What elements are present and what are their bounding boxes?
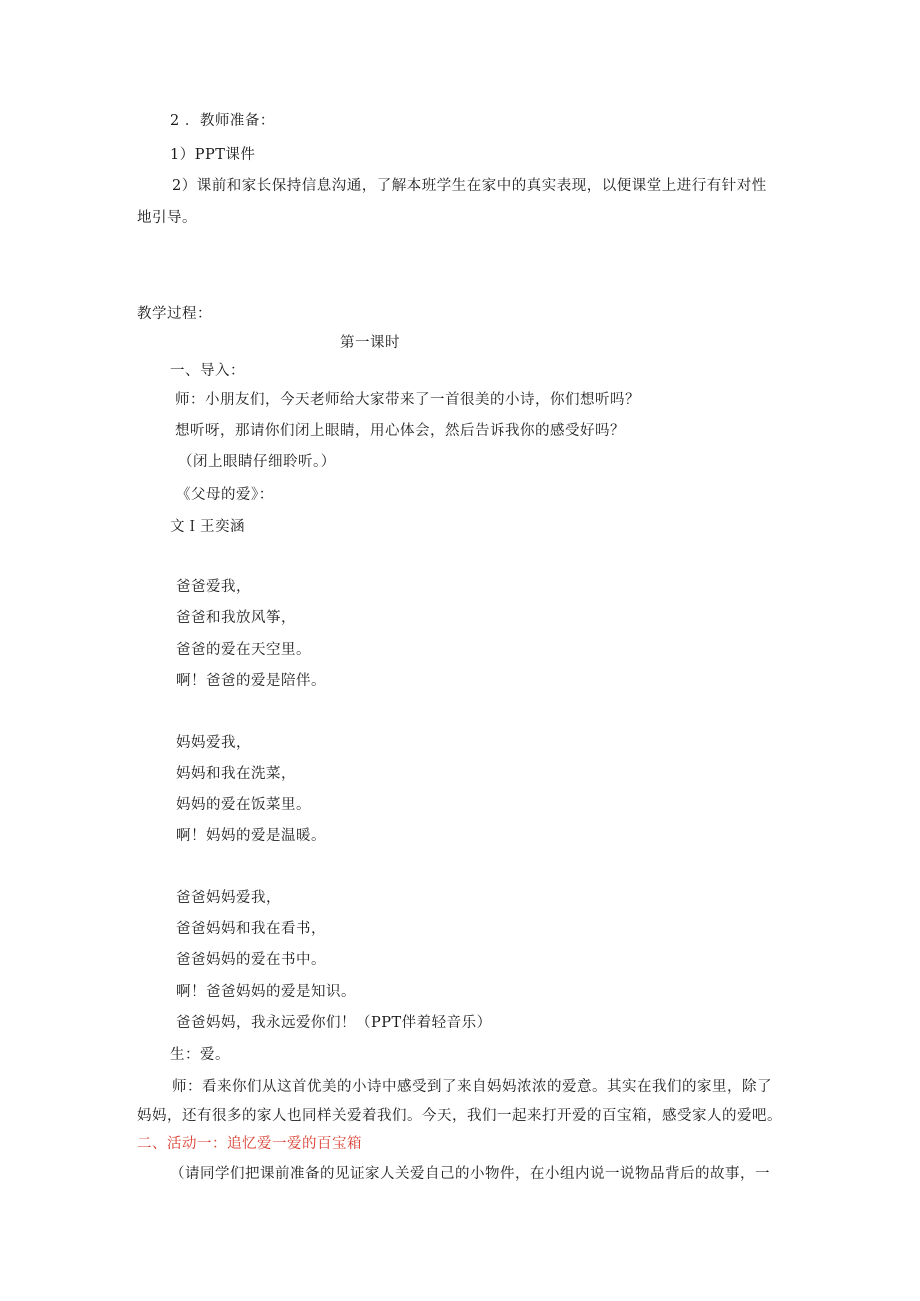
poem-line: 妈妈爱我， xyxy=(176,735,251,751)
poem-line: 爸爸妈妈和我在看书， xyxy=(176,921,326,937)
poem-line: 爸爸妈妈爱我， xyxy=(176,890,281,906)
poem-author: 文Ｉ王奕涵 xyxy=(170,519,245,535)
poem-line: 爸爸爱我， xyxy=(176,579,251,595)
poem-line: 爸爸和我放风筝， xyxy=(176,610,296,626)
teacher-line-1: 师：小朋友们，今天老师给大家带来了一首很美的小诗，你们想听吗？ xyxy=(175,392,640,408)
teacher-prep-heading: 2 ．教师准备： xyxy=(170,113,275,129)
poem-line: 啊！爸爸妈妈的爱是知识。 xyxy=(176,984,356,1000)
poem-title: 《父母的爱》： xyxy=(176,487,274,503)
teacher-paragraph-line-1: 师：看来你们从这首优美的小诗中感受到了来自妈妈浓浓的爱意。其实在我们的家里，除了 xyxy=(172,1079,772,1095)
activity-heading: 二、活动一：追忆爱一爱的百宝箱 xyxy=(137,1136,362,1152)
ppt-item: 1）PPT课件 xyxy=(170,147,256,163)
student-response: 生：爱。 xyxy=(170,1047,230,1063)
poem-line: 啊！爸爸的爱是陪伴。 xyxy=(176,673,326,689)
lesson-title: 第一课时 xyxy=(340,335,400,351)
communication-line-1: 2）课前和家长保持信息沟通，了解本班学生在家中的真实表现，以便课堂上进行有针对性 xyxy=(172,178,767,194)
poem-line: 妈妈的爱在饭菜里。 xyxy=(176,797,311,813)
intro-heading: 一、导入： xyxy=(170,363,245,379)
poem-line: 爸爸妈妈的爱在书中。 xyxy=(176,952,326,968)
process-heading: 教学过程： xyxy=(137,306,212,322)
communication-line-2: 地引导。 xyxy=(137,210,197,226)
poem-line: 妈妈和我在洗菜， xyxy=(176,766,296,782)
activity-instruction: （请同学们把课前准备的见证家人关爱自己的小物件，在小组内说一说物品背后的故事，一 xyxy=(170,1166,770,1182)
teacher-paragraph-line-2: 妈妈，还有很多的家人也同样关爱着我们。今天，我们一起来打开爱的百宝箱，感受家人的爱吧。 xyxy=(137,1108,782,1124)
teacher-line-2: 想听呀，那请你们闭上眼睛，用心体会，然后告诉我你的感受好吗？ xyxy=(175,423,625,439)
poem-line: 啊！妈妈的爱是温暖。 xyxy=(176,828,326,844)
stage-direction: （闭上眼睛仔细聆听。） xyxy=(178,454,336,470)
poem-line: 爸爸妈妈，我永远爱你们！（PPT伴着轻音乐） xyxy=(176,1015,492,1031)
poem-line: 爸爸的爱在天空里。 xyxy=(176,642,311,658)
